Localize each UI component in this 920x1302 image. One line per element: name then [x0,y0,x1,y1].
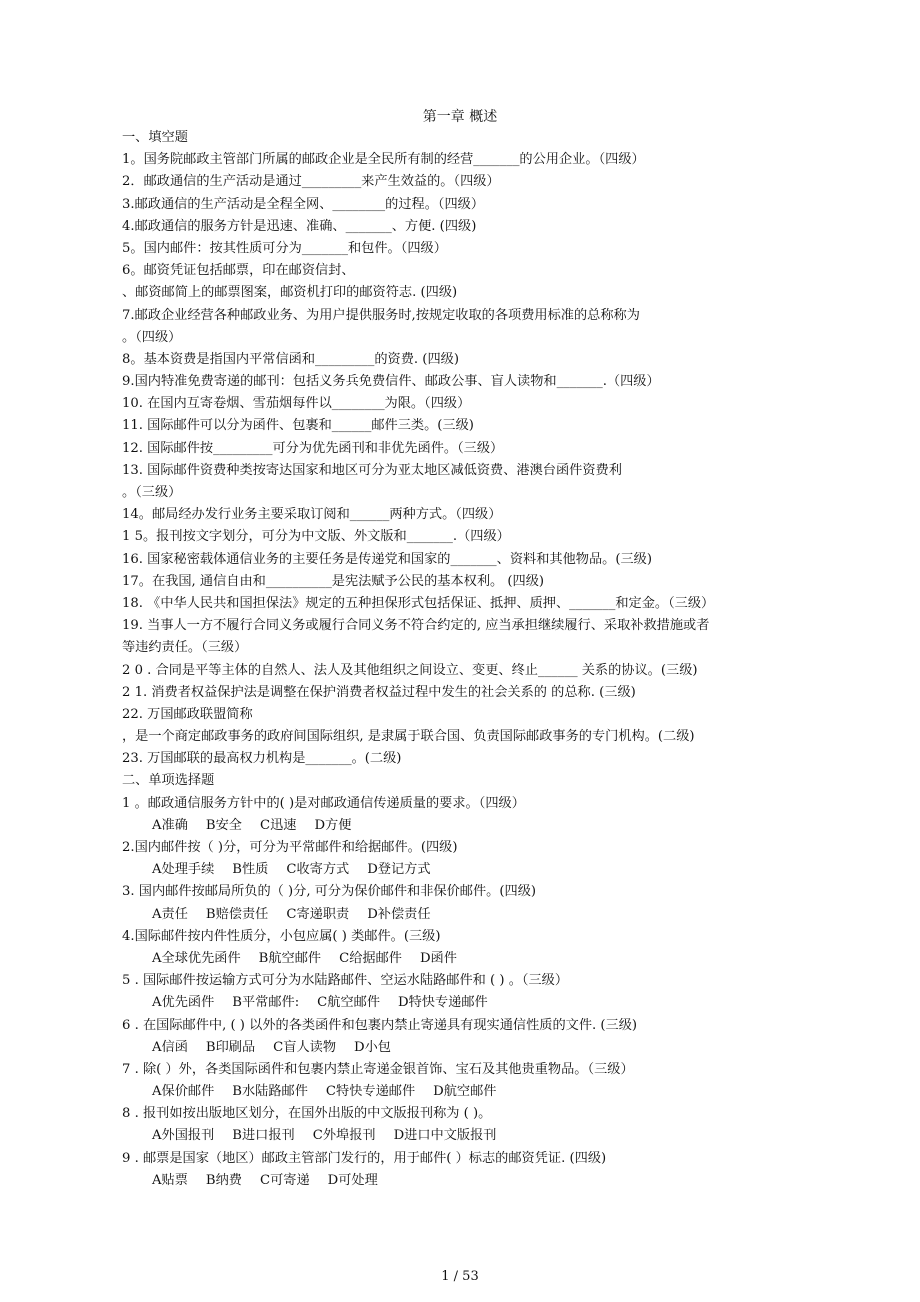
question-line: 1。国务院邮政主管部门所属的邮政企业是全民所有制的经营_______的公用企业。（四级） [122,152,645,168]
answer-option: A责任 [152,906,188,922]
answer-option: B安全 [205,817,242,833]
question-line: 4.国际邮件按内件性质分，小包应属( ) 类邮件。(三级) [122,928,441,944]
answer-option: B赔偿责任 [205,906,269,922]
answer-option: D函件 [419,950,457,966]
answer-option: A准确 [152,817,188,833]
answer-option: C收寄方式 [286,862,350,878]
answer-option: D小包 [354,1039,391,1055]
question-line: 等违约责任。（三级） [122,640,248,656]
question-line: 3. 国内邮件按邮局所负的（ )分, 可分为保价邮件和非保价邮件。(四级) [122,884,537,900]
answer-option: A外国报刊 [152,1128,215,1144]
question-line: 16. 国家秘密载体通信业务的主要任务是传递党和国家的_______、资料和其他物品。(三级) [122,551,652,567]
page-number: 1 / 53 [441,1269,479,1284]
answer-option: C可寄递 [259,1172,310,1188]
question-line: 7.邮政企业经营各种邮政业务、为用户提供服务时,按规定收取的各项费用标准的总称称为 [122,307,640,323]
question-line: 5 . 国际邮件按运输方式可分为水陆路邮件、空运水陆路邮件和 ( ) 。（三级） [122,973,569,989]
answer-option: B航空邮件 [258,950,322,966]
answer-option: D特快专递邮件 [398,995,488,1011]
question-line: 22. 万国邮政联盟简称 [122,706,253,722]
answer-option: C给据邮件 [339,950,402,966]
question-line: 10. 在国内互寄卷烟、雪茄烟每件以________为限。（四级） [122,396,471,412]
question-line: 6 . 在国际邮件中, ( ) 以外的各类函件和包裹内禁止寄递具有现实通信性质的文件. (三级) [122,1017,638,1033]
answer-option: A全球优先函件 [152,950,241,966]
question-line: 4.邮政通信的服务方针是迅速、准确、_______、方便. (四级) [122,218,477,234]
answer-option: B性质 [232,862,269,878]
question-line: 9.国内特准免费寄递的邮刊：包括义务兵免费信件、邮政公事、盲人读物和_______.（四级） [122,374,660,390]
question-line: 18. 《中华人民共和国担保法》规定的五种担保形式包括保证、抵押、质押、_______和定金。（三级） [122,595,715,611]
answer-option: B纳费 [205,1172,242,1188]
question-line: 13. 国际邮件资费种类按寄达国家和地区可分为亚太地区减低资费、港澳台函件资费利 [122,462,622,478]
answer-options [122,948,802,970]
question-line: 5。国内邮件：按其性质可分为_______和包件。（四级） [122,240,447,256]
answer-option: B进口报刊 [232,1128,295,1144]
answer-option: C外埠报刊 [312,1128,376,1144]
chapter-title: 第一章 概述 [422,109,498,125]
question-line: 19. 当事人一方不履行合同义务或履行合同义务不符合约定的, 应当承担继续履行、采取补救措施或者 [122,618,710,634]
answer-option: D登记方式 [367,862,431,878]
question-line: 2.国内邮件按（ )分，可分为平常邮件和给据邮件。(四级) [122,840,458,855]
question-line: 。（三级） [122,485,182,500]
answer-option: C特快专递邮件 [325,1084,416,1100]
answer-option: A优先函件 [152,995,215,1011]
answer-options [122,904,802,926]
question-line: ，是一个商定邮政事务的政府间国际组织, 是隶属于联合国、负责国际邮政事务的专门机构。(二级) [122,729,695,745]
question-line: 14。邮局经办发行业务主要采取订阅和______两种方式。（四级） [122,507,502,523]
question-line: 3.邮政通信的生产活动是全程全网、________的过程。（四级） [122,196,485,212]
question-line: 17。在我国, 通信自由和__________是宪法赋予公民的基本权利。 (四级) [122,573,545,589]
answer-option: B印刷品 [205,1039,256,1055]
answer-options [122,815,802,837]
answer-option: A处理手续 [152,862,215,878]
question-line: 8 . 报刊如按出版地区划分，在国外出版的中文版报刊称为 ( )。 [122,1106,492,1122]
question-line: 2 0 . 合同是平等主体的自然人、法人及其他组织之间设立、变更、终止______ 关系的协议。(三级) [122,662,698,678]
answer-option: A保价邮件 [152,1084,215,1100]
answer-option: D进口中文版报刊 [393,1128,497,1144]
question-line: 9 . 邮票是国家（地区）邮政主管部门发行的，用于邮件( ）标志的邮资凭证. (四级) [122,1150,607,1166]
question-line: 7 . 除( ）外，各类国际函件和包裹内禁止寄递金银首饰、宝石及其他贵重物品。（三级） [122,1061,634,1077]
answer-option: C航空邮件 [317,995,381,1011]
document-body [122,127,802,1192]
answer-option: B平常邮件: [232,995,300,1011]
answer-options [122,1125,802,1147]
question-line: 。（四级） [122,329,182,345]
question-line: 8。基本资费是指国内平常信函和_________的资费. (四级) [122,351,459,367]
answer-option: D补偿责任 [367,906,431,922]
question-line: 1 。邮政通信服务方针中的( )是对邮政通信传递质量的要求。（四级） [122,795,525,811]
answer-option: C盲人读物 [273,1039,337,1055]
answer-options [122,859,802,881]
answer-option: D方便 [314,817,352,833]
question-line: 11. 国际邮件可以分为函件、包裹和______邮件三类。(三级) [122,418,474,434]
question-line: 12. 国际邮件按_________可分为优先函刊和非优先函件。（三级） [122,440,504,456]
answer-option: D可处理 [327,1172,378,1188]
answer-options [122,992,802,1014]
answer-option: D航空邮件 [433,1084,497,1100]
answer-option: A信函 [152,1039,188,1055]
question-line: 1 5。报刊按文字划分，可分为中文版、外文版和_______.（四级） [122,529,510,545]
question-line: 、邮资邮简上的邮票图案，邮资机打印的邮资符志. (四级) [122,285,458,301]
answer-options [122,1170,802,1192]
question-line: 6。邮资凭证包括邮票，印在邮资信封、 [122,263,355,279]
section-heading: 一、填空题 [122,130,188,145]
question-line: 2．邮政通信的生产活动是通过_________来产生效益的。（四级） [122,174,500,190]
question-line: 2 1. 消费者权益保护法是调整在保护消费者权益过程中发生的社会关系的 的总称. (三级) [122,684,636,700]
answer-options [122,1081,802,1103]
section-heading: 二、单项选择题 [122,773,215,789]
answer-option: C寄递职责 [286,906,350,922]
question-line: 23. 万国邮联的最高权力机构是_______。(二级) [122,751,402,767]
answer-option: B水陆路邮件 [232,1084,308,1100]
answer-options [122,1037,802,1059]
answer-option: A贴票 [152,1172,188,1188]
answer-option: C迅速 [259,817,297,833]
